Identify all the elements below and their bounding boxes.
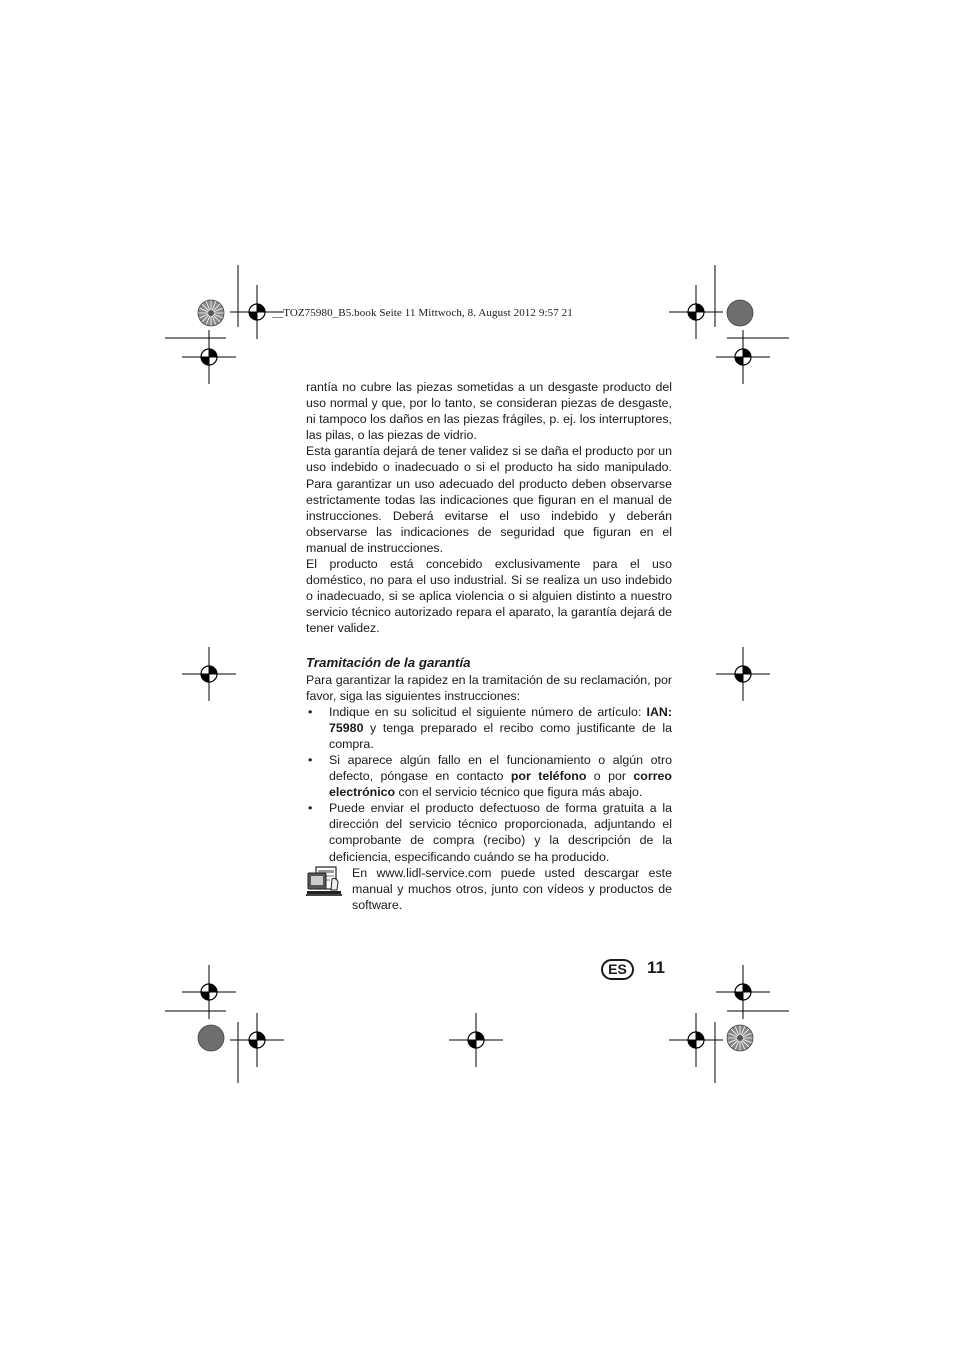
page-number: 11 — [647, 958, 665, 977]
contact-phone: por teléfono — [510, 769, 587, 784]
computer-download-icon — [306, 865, 348, 901]
bullet-icon: • — [308, 752, 313, 767]
file-header: __TOZ75980_B5.book Seite 11 Mittwoch, 8. August 2012 9:57 21 — [272, 307, 573, 319]
language-badge: ES — [601, 959, 634, 980]
registration-mark-icon — [716, 647, 770, 701]
registration-mark-icon — [449, 1013, 503, 1067]
list-item: • Puede enviar el producto defectuoso de forma gratuita a la dirección del servicio técnico proporcionada, adjuntando el comprobante de compra (recibo) y la descripción de la deficiencia, especificando cuándo se ha producido. — [308, 801, 672, 864]
instructions-list — [306, 704, 672, 865]
paragraph-warranty-void: Esta garantía dejará de tener validez si se daña el producto por un uso indebido o inadecuado o si el producto ha sido manipulado. Para garantizar un uso adecuado del producto deben observarse estrictamente todas las indicaciones que figuran en el manual de instrucciones. Deberá evitarse el uso indebido y deberán observarse las indicaciones de seguridad que figuran en el manual de instrucciones. — [306, 444, 672, 555]
bullet-icon: • — [308, 704, 313, 719]
paragraph-domestic-use: El producto está concebido exclusivamente para el uso doméstico, no para el uso industrial. Si se realiza un uso indebido o inadecuado, si se aplica violencia o si alguien distinto a nuestro servicio técnico autorizado repara el aparato, la garantía dejará de tener validez. — [306, 557, 672, 636]
contact-email: correo electrónico — [329, 769, 672, 800]
paragraph-warranty-exclusions: rantía no cubre las piezas sometidas a un desgaste producto del uso normal y que, por lo tanto, se consideran piezas de desgaste, ni tampoco los daños en las piezas frágiles, p. ej. los interruptores, las pilas, o las piezas de vidrio. — [306, 380, 672, 443]
registration-mark-icon — [182, 647, 236, 701]
section-title: Tramitación de la garantía — [306, 654, 471, 670]
list-item: • Indique en su solicitud el siguiente número de artículo: IAN: 75980 y tenga preparado el recibo como justificante de la compra. — [308, 704, 672, 751]
download-note — [306, 865, 672, 913]
article-number: IAN: 75980 — [329, 704, 672, 735]
section-intro: Para garantizar la rapidez en la tramitación de su reclamación, por favor, siga las siguientes instrucciones: — [306, 672, 672, 703]
color-wheel-icon — [727, 300, 753, 326]
download-text: En www.lidl-service.com puede usted descargar este manual y muchos otros, junto con vídeos y productos de software. — [352, 865, 672, 912]
bullet-icon: • — [308, 801, 313, 816]
color-wheel-icon — [198, 300, 224, 326]
color-wheel-icon — [727, 1025, 753, 1051]
page-content — [306, 379, 672, 913]
list-item: • Si aparece algún fallo en el funcionamiento o algún otro defecto, póngase en contacto por teléfono o por correo electrónico con el servicio técnico que figura más abajo. — [308, 752, 672, 800]
color-wheel-icon — [198, 1025, 224, 1051]
